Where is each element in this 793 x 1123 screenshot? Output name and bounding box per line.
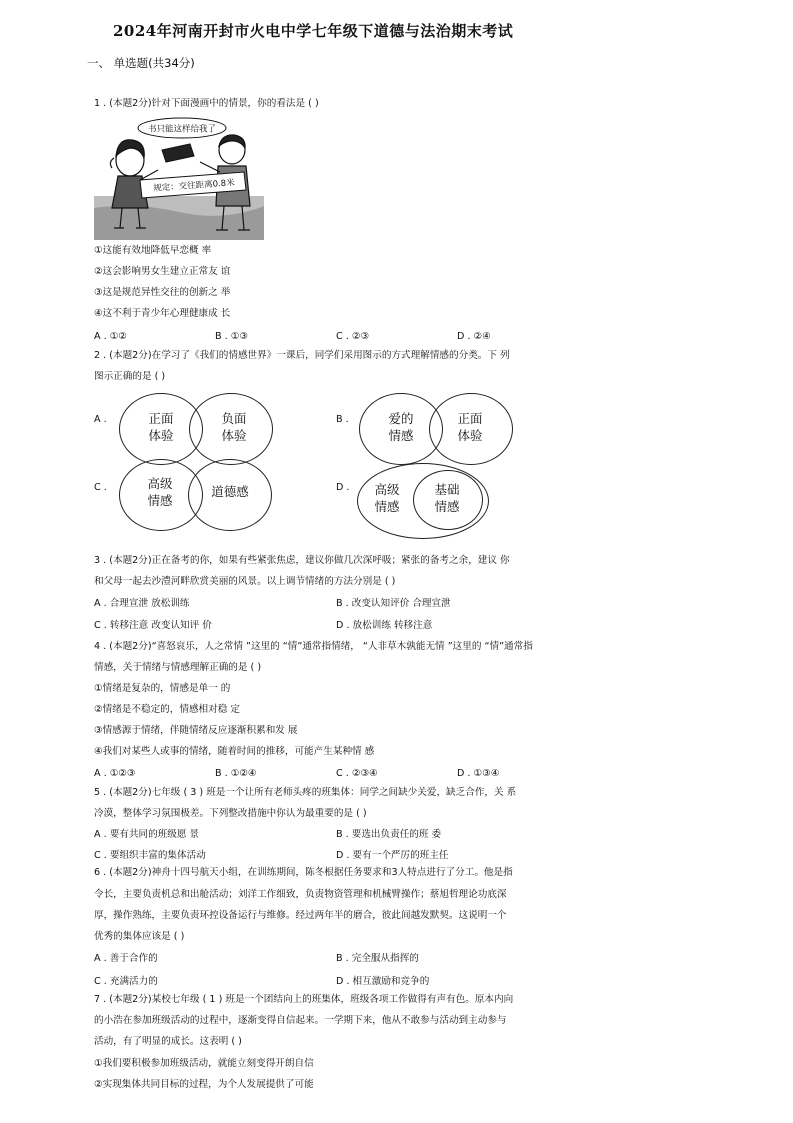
q5-stem-line2: 冷漠，整体学习氛围极差。下列整改措施中你认为最重要的是 ( ) bbox=[94, 808, 367, 819]
q2-d-outer-label: 高级 情感 bbox=[374, 482, 400, 514]
q3-option-c[interactable]: C . 转移注意 改变认知评 价 bbox=[94, 620, 212, 631]
q2-stem-line1: 2 . (本题2分)在学习了《我们的情感世界》一课后，同学们采用图示的方式理解情感的分类。下 列 bbox=[94, 350, 510, 361]
q7-stem-line1: 7 . (本题2分)某校七年级 ( 1 ) 班是一个团结向上的班集体，班级各项工作做得有声有色。原本内向 bbox=[94, 994, 514, 1005]
q1-option-a[interactable]: A . ①② bbox=[94, 331, 127, 342]
cartoon-banner-text: 规定：交往距离0.8米 bbox=[152, 178, 236, 194]
q1-item-3: ③这是规范异性交往的创新之 举 bbox=[94, 287, 231, 298]
q2-option-b-letter[interactable]: B . bbox=[336, 414, 349, 425]
q4-item-4: ④我们对某些人或事的情绪，随着时间的推移，可能产生某种情 感 bbox=[94, 746, 375, 757]
q2-d-inner-label: 基础 情感 bbox=[434, 482, 460, 514]
q2-c-left-label: 高级 情感 bbox=[147, 476, 173, 508]
q4-stem-line1: 4 . (本题2分)“喜怒哀乐，人之常情 ”这里的 “情”通常指情绪， “人非草木孰能无情 ”这里的 “情”通常指 bbox=[94, 641, 533, 652]
q5-option-c[interactable]: C . 要组织丰富的集体活动 bbox=[94, 850, 206, 861]
q6-option-b[interactable]: B . 完全服从指挥的 bbox=[336, 953, 419, 964]
q2-a-right-label: 负面 体验 bbox=[221, 411, 247, 443]
q1-option-c[interactable]: C . ②③ bbox=[336, 331, 370, 342]
q5-stem-line1: 5 . (本题2分)七年级 ( 3 ) 班是一个让所有老师头疼的班集体：同学之间缺少关爱，缺乏合作，关 系 bbox=[94, 787, 517, 798]
q4-option-d[interactable]: D . ①③④ bbox=[457, 768, 500, 779]
q3-option-d[interactable]: D . 放松训练 转移注意 bbox=[336, 620, 433, 631]
q6-stem-line2: 令长，主要负责机总和出舱活动；刘洋工作细致，负责物资管理和机械臂操作；蔡旭哲理论功底深 bbox=[94, 889, 507, 900]
q1-stem: 1 . (本题2分)针对下面漫画中的情景，你的看法是 ( ) bbox=[94, 98, 319, 109]
section-heading: 一、 单选题(共34分) bbox=[87, 56, 195, 70]
q7-stem-line2: 的小浩在参加班级活动的过程中，逐渐变得自信起来。一学期下来，他从不敢参与活动到主动参与 bbox=[94, 1015, 507, 1026]
q5-option-d[interactable]: D . 要有一个严厉的班主任 bbox=[336, 850, 449, 861]
q1-item-4: ④这不利于青少年心理健康成 长 bbox=[94, 308, 231, 319]
q4-stem-line2: 情感，关于情绪与情感理解正确的是 ( ) bbox=[94, 662, 262, 673]
q4-item-2: ②情绪是不稳定的，情感相对稳 定 bbox=[94, 704, 240, 715]
q2-b-right-label: 正面 体验 bbox=[457, 411, 483, 443]
q4-item-1: ①情绪是复杂的，情感是单一 的 bbox=[94, 683, 231, 694]
cartoon-bubble-text: 书只能这样给我了 bbox=[147, 124, 217, 135]
q2-option-d-letter[interactable]: D . bbox=[336, 482, 350, 493]
q6-stem-line3: 厚，操作熟练，主要负责环控设备运行与维修。经过两年半的磨合，彼此间越发默契。这说明一个 bbox=[94, 910, 507, 921]
q1-item-2: ②这会影响男女生建立正常友 谊 bbox=[94, 266, 231, 277]
q3-option-a[interactable]: A . 合理宣泄 放松训练 bbox=[94, 598, 190, 609]
q3-stem-line2: 和父母一起去沙澧河畔欣赏美丽的风景。以上调节情绪的方法分别是 ( ) bbox=[94, 576, 396, 587]
q2-stem-line2: 图示正确的是 ( ) bbox=[94, 371, 166, 382]
q5-option-a[interactable]: A . 要有共同的班级愿 景 bbox=[94, 829, 200, 840]
q4-option-a[interactable]: A . ①②③ bbox=[94, 768, 136, 779]
q7-item-1: ①我们要积极参加班级活动，就能立刻变得开朗自信 bbox=[94, 1058, 314, 1069]
q6-option-d[interactable]: D . 相互激励和竞争的 bbox=[336, 976, 430, 987]
q7-stem-line3: 活动，有了明显的成长。这表明 ( ) bbox=[94, 1036, 242, 1047]
q3-stem-line1: 3 . (本题2分)正在备考的你，如果有些紧张焦虑，建议你做几次深呼吸；紧张的备考之余，建议 你 bbox=[94, 555, 510, 566]
q2-b-left-label: 爱的 情感 bbox=[388, 411, 414, 443]
q5-option-b[interactable]: B . 要选出负责任的班 委 bbox=[336, 829, 442, 840]
cartoon-illustration bbox=[94, 116, 264, 240]
q4-option-b[interactable]: B . ①②④ bbox=[215, 768, 257, 779]
q1-item-1: ①这能有效地降低早恋概 率 bbox=[94, 245, 212, 256]
q6-stem-line1: 6 . (本题2分)神舟十四号航天小组，在训练期间，陈冬根据任务要求和3人特点进行了分工。他是指 bbox=[94, 867, 513, 878]
q1-option-d[interactable]: D . ②④ bbox=[457, 331, 491, 342]
q6-stem-line4: 优秀的集体应该是 ( ) bbox=[94, 931, 185, 942]
q4-option-c[interactable]: C . ②③④ bbox=[336, 768, 378, 779]
q2-c-right-label: 道德感 bbox=[211, 484, 249, 499]
q4-item-3: ③情感源于情绪，伴随情绪反应逐渐积累和发 展 bbox=[94, 725, 298, 736]
q3-option-b[interactable]: B . 改变认知评价 合理宣泄 bbox=[336, 598, 451, 609]
q2-option-a-letter[interactable]: A . bbox=[94, 414, 107, 425]
page-title: 2024年河南开封市火电中学七年级下道德与法治期末考试 bbox=[113, 22, 514, 40]
q6-option-c[interactable]: C . 充满活力的 bbox=[94, 976, 158, 987]
q2-a-left-label: 正面 体验 bbox=[148, 411, 174, 443]
q7-item-2: ②实现集体共同目标的过程，为个人发展提供了可能 bbox=[94, 1079, 314, 1090]
q6-option-a[interactable]: A . 善于合作的 bbox=[94, 953, 158, 964]
q1-option-b[interactable]: B . ①③ bbox=[215, 331, 248, 342]
q2-option-c-letter[interactable]: C . bbox=[94, 482, 107, 493]
